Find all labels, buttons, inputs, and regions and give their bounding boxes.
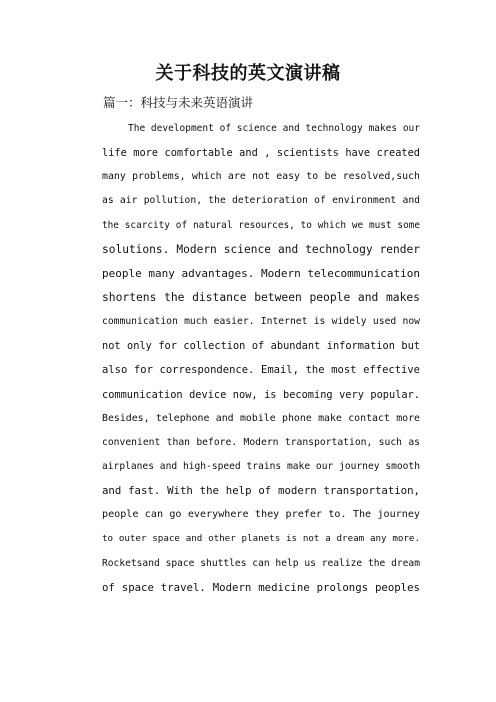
text-line: The development of science and technology makes our [128,123,420,134]
text-line: to outer space and other planets is not a dream any more. [102,533,420,545]
text-line: airplanes and high-speed trains make our journey smooth [102,460,420,472]
text-line: not only for collection of abundant information but [102,340,420,353]
text-line: and fast. With the help of modern transportation, [102,484,420,498]
text-line: as air pollution, the deterioration of environment and [102,195,420,207]
text-line: also for correspondence. Email, the most effective [102,364,420,377]
text-line: shortens the distance between people and makes [102,290,420,304]
text-line: Rocketsand space shuttles can help us realize the dream [102,557,420,569]
text-line: communication device now, is becoming very popular. [102,388,420,401]
text-line: many problems, which are not easy to be resolved,such [102,171,420,183]
text-line: Besides, telephone and mobile phone make contact more [102,412,420,424]
text-line: of space travel. Modern medicine prolongs peoples [102,580,420,594]
text-line: solutions. Modern science and technology render [102,242,420,256]
text-line: people can go everywhere they prefer to. The journey [102,509,420,521]
body-paragraph [102,117,420,600]
text-line: life more comfortable and , scientists have created [102,147,420,160]
text-line: convenient than before. Modern transportation, such as [102,436,420,448]
document-subtitle: 篇一：科技与未来英语演讲 [103,95,254,110]
text-line: the scarcity of natural resources, to which we must some [102,219,420,231]
text-line: communication much easier. Internet is widely used now [102,316,420,328]
document-title: 关于科技的英文演讲稿 [155,63,341,84]
text-line: people many advantages. Modern telecommunication [102,266,420,280]
